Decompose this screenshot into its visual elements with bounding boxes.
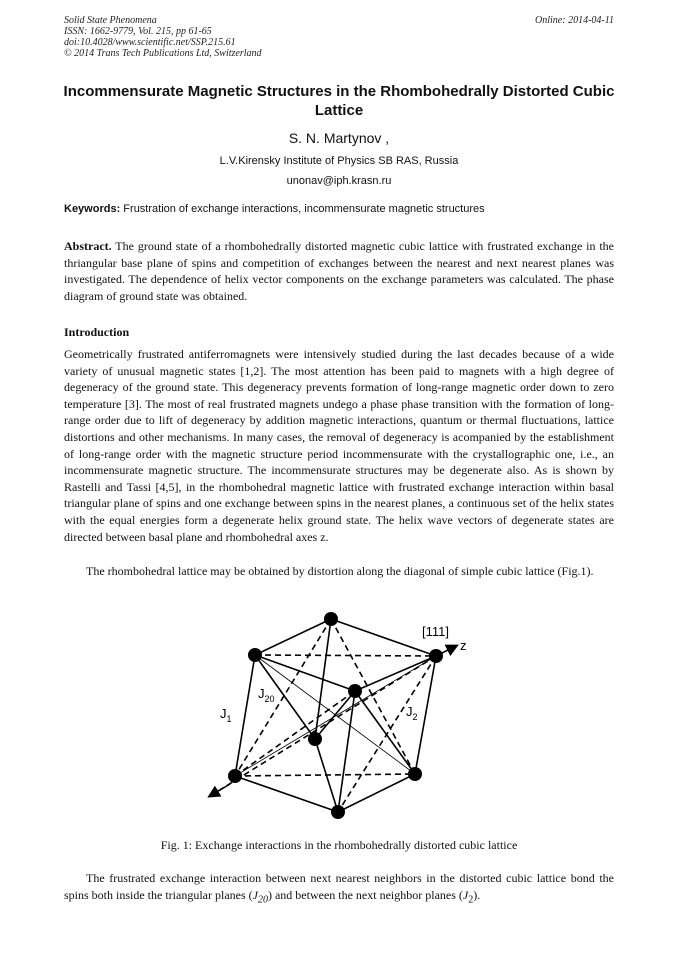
j1-label: $J_1$ <box>220 706 232 724</box>
affiliation: L.V.Kirensky Institute of Physics SB RAS, Russia <box>219 155 459 167</box>
atom <box>408 767 422 781</box>
final-paragraph: The frustrated exchange interaction between next nearest neighbors in the distorted cubic lattice bond the spins both inside the triangular planes $(J_{20})$ and between the next neighbor planes $(J_2)$. <box>64 871 614 905</box>
figure-caption: Fig. 1: Exchange interactions in the rhombohedrally distorted cubic lattice <box>160 838 518 852</box>
atom <box>429 649 443 663</box>
rhombohedral-paragraph: The rhombohedral lattice may be obtained by distortion along the diagonal of simple cubic lattice (Fig.1). <box>86 564 594 578</box>
issn-line: ISSN: 1662-9779, Vol. 215, pp 61-65 <box>64 26 212 37</box>
copyright-line: © 2014 Trans Tech Publications Ltd, Switzerland <box>64 48 262 59</box>
atom <box>248 648 262 662</box>
edge <box>235 776 338 812</box>
j2-label: $J_2$ <box>406 704 418 722</box>
lattice-figure <box>200 608 480 826</box>
edge <box>235 655 255 776</box>
z-axis-label: z <box>460 638 467 653</box>
axis-arrow-down <box>210 784 230 796</box>
atom <box>348 684 362 698</box>
edge-dashed <box>255 655 436 656</box>
author: S. N. Martynov , <box>288 130 390 146</box>
introduction-paragraph: Geometrically frustrated antiferromagnets were intensively studied during the last decades because of a wide variety of unusual magnetic states [1,2]. The most attention has been paid to magnets with a high degree of degeneracy of the ground state. This degeneracy prevents formation of long-range magnetic order down to zero temperature [3]. The most of real frustrated magnets undego a phase phase transition with the formation of long-range order due to lift of degeneracy by addition magnetic interactions, quantum or thermal fluctuations, lattice distortions and other mechanisms. In many cases, the removal of degeneracy is acompanied by the establishment of long-range order with the magnetic structure period incommensurate with the crystallographic one, i.e., an incommensurate magnetic structure. The incommensurate structures may be degenerate also. As is shown by Rastelli and Tassi [4,5], in the rhombohedral magnetic lattice with frustrated exchange interaction within basal triangular plane of spins and one exchange between spins in the nearest planes, a continuous set of the helix states with the equal energies form a degenerate helix ground state. The helix wave vectors of degenerate states are directed between basal plane and rhombohedral axes z. <box>64 347 614 544</box>
keywords-text: Frustration of exchange interactions, incommensurate magnetic structures <box>120 203 485 215</box>
journal-header <box>64 15 262 59</box>
paper-title: Incommensurate Magnetic Structures in the Rhombohedrally Distorted Cubic Lattice <box>63 83 615 119</box>
edge <box>315 619 331 739</box>
atom <box>331 805 345 819</box>
edge <box>255 655 355 691</box>
doi-line: doi:10.4028/www.scientific.net/SSP.215.61 <box>64 37 236 48</box>
online-date: Online: 2014-04-11 <box>535 15 614 26</box>
abstract-text: The ground state of a rhombohedrally distorted magnetic cubic lattice with frustrated exchange in the thriangular base plane of spins and competition of exchanges between the nearest and next nearest planes was investigated. The dependence of helix vector components on the exchange parameters was calculated. The phase diagram of ground state was obtained. <box>64 239 614 303</box>
edge <box>331 619 436 656</box>
keywords-label: Keywords: <box>64 203 121 215</box>
journal-name: Solid State Phenomena <box>64 15 157 26</box>
introduction-heading: Introduction <box>64 325 130 339</box>
atom <box>324 612 338 626</box>
edge-dashed <box>235 774 415 776</box>
atom <box>308 732 322 746</box>
edge-thin <box>255 655 415 774</box>
keywords <box>64 203 624 215</box>
lattice-diagram <box>200 608 480 826</box>
author-email: unonav@iph.krasn.ru <box>286 175 392 187</box>
axis-111-label: [111] <box>422 624 449 639</box>
edge-dashed <box>235 691 355 776</box>
abstract <box>64 238 614 304</box>
atom <box>228 769 242 783</box>
j20-label: $J_{20}$ <box>258 686 275 704</box>
abstract-label: Abstract. <box>64 239 112 253</box>
edge-dashed <box>331 619 415 774</box>
